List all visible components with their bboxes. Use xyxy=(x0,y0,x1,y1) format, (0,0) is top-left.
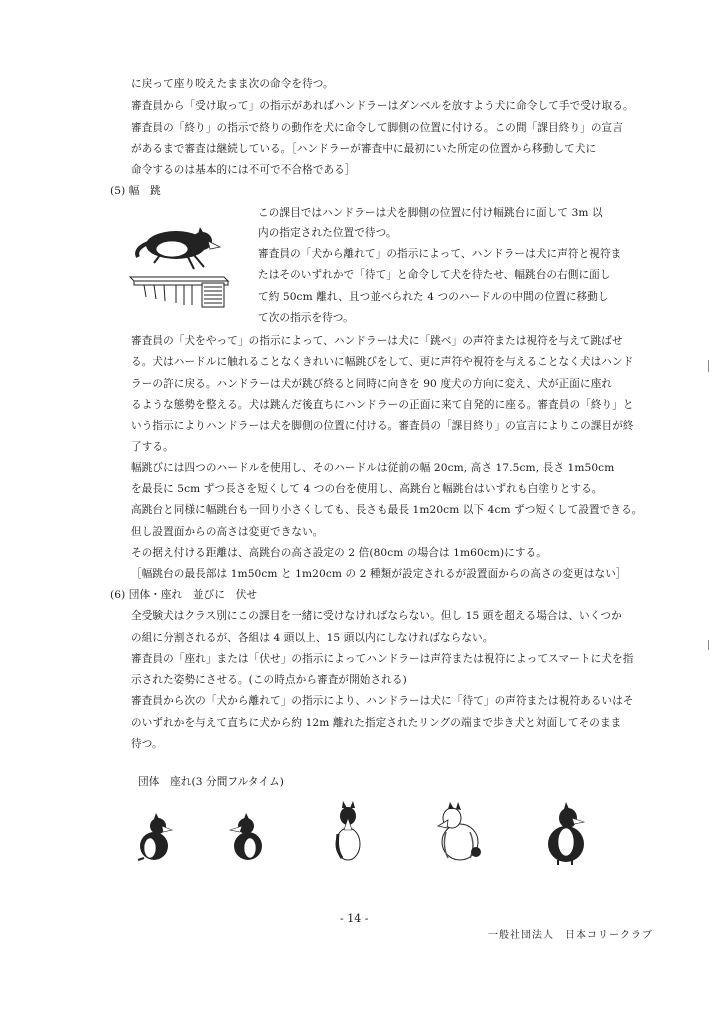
section-heading: (5) 幅 跳 xyxy=(110,185,161,197)
organization-name: 一般社団法人 日本コリークラブ xyxy=(488,930,653,941)
scan-mark xyxy=(708,640,709,650)
text-line: 幅跳びには四つのハードルを使用し、そのハードルは従前の幅 20cm, 高さ 17.5cm, 長さ 1m50cm xyxy=(131,462,615,474)
text-line: に戻って座り咬えたまま次の命令を待つ。 xyxy=(131,78,334,90)
text-line: 示された姿勢にさせる。(この時点から審査が開始される) xyxy=(131,674,407,686)
text-line: 審査員から次の「犬から離れて」の指示により、ハンドラーは犬に「待て」の声符または視符あるいはそ xyxy=(131,695,634,707)
text-line: て次の指示を待つ。 xyxy=(258,312,354,324)
dog-jumping-over-broad-jump-icon xyxy=(124,225,254,315)
text-line: 審査員の「犬から離れて」の指示によって、ハンドラーは犬に声符と視符ま xyxy=(258,248,622,260)
section-heading: (6) 団体・座れ 並びに 伏せ xyxy=(110,589,258,601)
text-line: 審査員の「犬をやって」の指示によって、ハンドラーは犬に「跳べ」の声符または視符を与えて跳ばせ xyxy=(131,335,623,347)
text-line: 審査員の「座れ」または「伏せ」の指示によってハンドラーは声符または視符によってスマートに犬を指 xyxy=(131,653,634,665)
figure-caption: 団体 座れ(3 分間フルタイム) xyxy=(138,776,285,788)
text-line: 了する。 xyxy=(131,441,174,453)
collie-sitting-icon xyxy=(328,800,368,862)
text-line: 審査員から「受け取って」の指示があればハンドラーはダンベルを放すよう犬に命令して手で受け取る。 xyxy=(131,100,634,112)
text-line: いう指示によりハンドラーは犬を脚側の位置に付ける。審査員の「課目終り」の宣言によりこの課目が終 xyxy=(131,420,634,432)
text-line: の組に分割されるが、各組は 4 頭以上、15 頭以内にしなければならない。 xyxy=(131,632,494,644)
text-line: 高跳台と同様に幅跳台も一回り小さくしても、長さも最長 1m20cm 以下 4cm ずつ短くして設置できる。 xyxy=(131,504,643,516)
text-line: る。犬はハードルに触れることなくきれいに幅跳びをして、更に声符や視符を与えることなく犬はハンド xyxy=(131,356,634,368)
collie-sitting-icon xyxy=(538,802,594,866)
text-line: のいずれかを与えて直ちに犬から約 12m 離れた指定されたリングの端まで歩き犬と対面してそのまま xyxy=(131,717,622,729)
scan-mark xyxy=(708,360,709,372)
text-line: この課目ではハンドラーは犬を脚側の位置に付け幅跳台に面して 3m 以 xyxy=(258,207,603,219)
collie-sitting-icon xyxy=(224,812,270,862)
text-line: 審査員の「終り」の指示で終りの動作を犬に命令して脚側の位置に付ける。この間「課目終り」の宣言 xyxy=(131,122,623,134)
text-line: 命令するのは基本的には不可で不合格である］ xyxy=(131,164,356,176)
page-number: - 14 - xyxy=(340,912,369,925)
text-line: 全受験犬はクラス別にこの課目を一緒に受けなければならない。但し 15 頭を超える場合は、いくつか xyxy=(131,610,622,622)
collie-sitting-icon xyxy=(130,812,176,862)
text-line: 待つ。 xyxy=(131,738,163,750)
text-line: て約 50cm 離れ、且つ並べられた 4 つのハードルの中間の位置に移動し xyxy=(258,291,609,303)
text-line: その据え付ける距離は、高跳台の高さ設定の 2 倍(80cm の場合は 1m60cm)にする。 xyxy=(131,547,547,559)
text-line: を最長に 5cm ずつ長さを短くして 4 つの台を使用し、高跳台と幅跳台はいずれも白塗りとする。 xyxy=(131,483,603,495)
text-line: るような態勢を整える。犬は跳んだ後直ちにハンドラーの正面に来て自発的に座る。審査員の「終り」と xyxy=(131,399,634,411)
text-line: があるまで審査は継続している。［ハンドラーが審査中に最初にいた所定の位置から移動して犬に xyxy=(131,143,597,155)
text-line: ラーの許に戻る。ハンドラーは犬が跳び終ると同時に向きを 90 度犬の方向に変え、犬が正面に座れ xyxy=(131,378,613,390)
text-line: たはそのいずれかで「待て」と命令して犬を待たせ、幅跳台の右側に面し xyxy=(258,269,611,281)
collie-sitting-icon xyxy=(430,802,490,864)
sitting-dogs-illustration xyxy=(120,800,600,870)
text-line: 但し設置面からの高さは変更できない。 xyxy=(131,526,324,538)
text-line: ［幅跳台の最長部は 1m50cm と 1m20cm の 2 種類が設定されるが設置面からの高さの変更はない］ xyxy=(131,568,627,580)
text-line: 内の指定された位置で待つ。 xyxy=(258,227,397,239)
